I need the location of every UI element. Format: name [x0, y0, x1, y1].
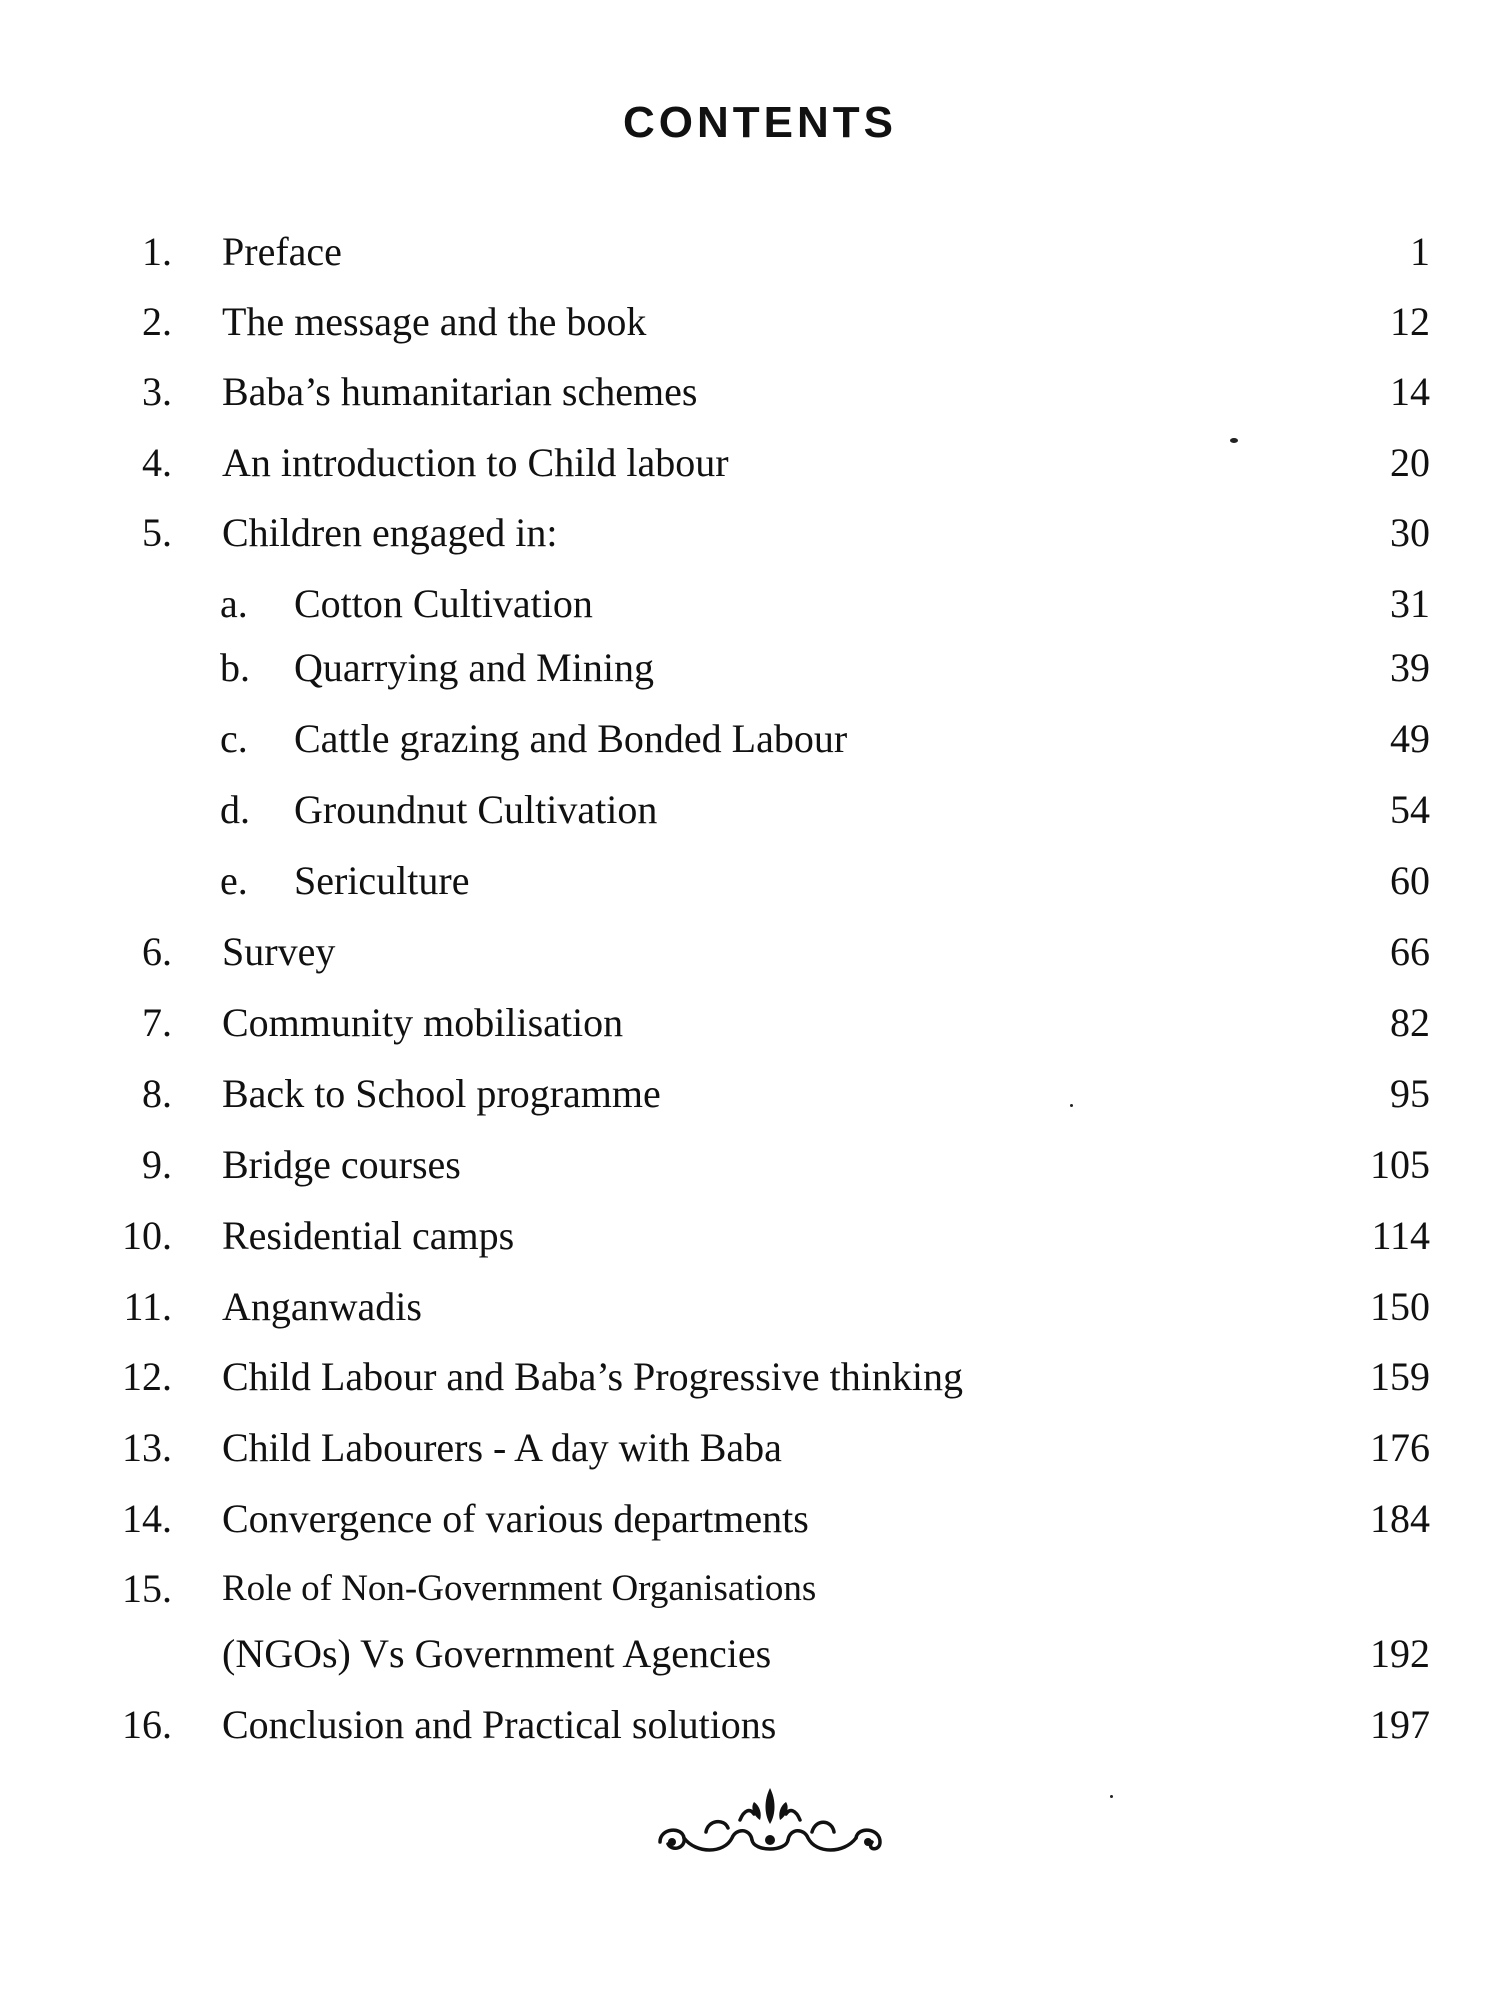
toc-entry[interactable] [0, 1418, 1500, 1478]
toc-entry-page: 150 [1370, 1284, 1430, 1329]
toc-subentry[interactable] [0, 574, 1500, 634]
toc-entry-title: Preface [222, 229, 342, 274]
ink-speck [1110, 1795, 1113, 1798]
toc-subentry-title: Cattle grazing and Bonded Labour [294, 716, 848, 761]
toc-subentry-page: 49 [1390, 716, 1430, 761]
toc-entry[interactable] [0, 1135, 1500, 1195]
toc-subentry-page: 39 [1390, 645, 1430, 690]
toc-entry-page: 12 [1390, 299, 1430, 344]
toc-entry-title-line2: (NGOs) Vs Government Agencies [222, 1631, 772, 1676]
toc-entry[interactable] [0, 922, 1500, 982]
toc-entry-page: 105 [1370, 1142, 1430, 1187]
toc-entry-title: Conclusion and Practical solutions [222, 1702, 777, 1747]
toc-entry[interactable] [0, 292, 1500, 352]
toc-entry-number: 11. [123, 1284, 172, 1329]
ink-speck [1070, 1104, 1073, 1107]
decorative-ornament [650, 1780, 890, 1870]
toc-entry-number: 12. [122, 1354, 172, 1399]
toc-entry-title: Role of Non-Government Organisations [222, 1568, 817, 1609]
toc-entry-page: 95 [1390, 1071, 1430, 1116]
toc-entry-title: Back to School programme [222, 1071, 661, 1116]
toc-entry[interactable] [0, 503, 1500, 563]
toc-entry-page: 20 [1390, 440, 1430, 485]
ornament-wave-left [684, 1831, 752, 1850]
toc-entry-title: An introduction to Child labour [222, 440, 729, 485]
toc-entry-page: 66 [1390, 929, 1430, 974]
toc-entry-number: 2. [142, 299, 172, 344]
toc-entry-page: 82 [1390, 1000, 1430, 1045]
toc-entry[interactable] [0, 1206, 1500, 1266]
toc-entry-page: 30 [1390, 510, 1430, 555]
toc-entry-title: Community mobilisation [222, 1000, 624, 1045]
toc-entry-page: 197 [1370, 1702, 1430, 1747]
toc-entry-number: 5. [142, 510, 172, 555]
toc-entry-number: 3. [142, 369, 172, 414]
toc-entry-number: 15. [122, 1566, 172, 1611]
toc-subentry-title: Groundnut Cultivation [294, 787, 658, 832]
toc-entry-page: 192 [1370, 1631, 1430, 1676]
toc-entry-number: 10. [122, 1213, 172, 1258]
toc-entry-number: 7. [142, 1000, 172, 1045]
toc-entry-title: Convergence of various departments [222, 1496, 809, 1541]
toc-entry[interactable] [0, 1695, 1500, 1755]
toc-entry[interactable] [0, 222, 1500, 282]
toc-entry[interactable] [0, 1559, 1500, 1619]
toc-subentry-letter: e. [220, 858, 248, 903]
toc-subentry-title: Quarrying and Mining [294, 645, 654, 690]
toc-subentry-page: 60 [1390, 858, 1430, 903]
ornament-dot [864, 1838, 872, 1846]
toc-entry-page: 159 [1370, 1354, 1430, 1399]
toc-subentry[interactable] [0, 709, 1500, 769]
toc-entry-title: Survey [222, 929, 336, 974]
toc-entry-number: 13. [122, 1425, 172, 1470]
toc-subentry[interactable] [0, 780, 1500, 840]
toc-entry-number: 14. [122, 1496, 172, 1541]
ornament-dot [765, 1835, 775, 1845]
toc-entry-title: Baba’s humanitarian schemes [222, 369, 698, 414]
ornament-dot [668, 1838, 676, 1846]
toc-subentry-letter: c. [220, 716, 248, 761]
toc-entry-number: 6. [142, 929, 172, 974]
ornament-petal-right [779, 1802, 787, 1820]
toc-subentry-title: Cotton Cultivation [294, 581, 593, 626]
toc-entry-title: Child Labourers - A day with Baba [222, 1425, 782, 1470]
toc-entry-page: 176 [1370, 1425, 1430, 1470]
toc-entry-continuation[interactable] [0, 1624, 1500, 1684]
ink-speck [1230, 438, 1238, 443]
ornament-center-petal [766, 1788, 775, 1824]
toc-entry-number: 16. [122, 1702, 172, 1747]
toc-entry-number: 9. [142, 1142, 172, 1187]
ornament-leaf-left [740, 1811, 754, 1820]
toc-entry[interactable] [0, 1347, 1500, 1407]
toc-subentry[interactable] [0, 851, 1500, 911]
ornament-curl-left [706, 1822, 728, 1832]
toc-subentry-title: Sericulture [294, 858, 470, 903]
toc-entry[interactable] [0, 433, 1500, 493]
toc-entry-title: The message and the book [222, 299, 647, 344]
toc-entry-number: 8. [142, 1071, 172, 1116]
toc-entry-title: Child Labour and Baba’s Progressive thinking [222, 1354, 964, 1399]
toc-entry[interactable] [0, 1489, 1500, 1549]
toc-entry-page: 114 [1371, 1213, 1430, 1258]
toc-entry-page: 184 [1370, 1496, 1430, 1541]
toc-subentry-page: 31 [1390, 581, 1430, 626]
toc-subentry-letter: d. [220, 787, 250, 832]
toc-entry-title: Residential camps [222, 1213, 515, 1258]
ornament-curl-right [812, 1822, 834, 1832]
toc-entry-number: 1. [142, 229, 172, 274]
toc-entry-page: 1 [1410, 229, 1430, 274]
ornament-leaf-right [786, 1811, 800, 1820]
toc-subentry-letter: a. [220, 581, 248, 626]
ornament-petal-left [752, 1802, 760, 1820]
toc-entry[interactable] [0, 1064, 1500, 1124]
toc-subentry[interactable] [0, 638, 1500, 698]
toc-entry-number: 4. [142, 440, 172, 485]
toc-subentry-page: 54 [1390, 787, 1430, 832]
toc-subentry-letter: b. [220, 645, 250, 690]
page-title: CONTENTS [623, 98, 897, 147]
toc-entry-page: 14 [1390, 369, 1430, 414]
toc-entry[interactable] [0, 1277, 1500, 1337]
toc-entry-title: Children engaged in: [222, 510, 558, 555]
toc-entry[interactable] [0, 993, 1500, 1053]
toc-entry-title: Anganwadis [222, 1284, 422, 1329]
ornament-wave-right [788, 1831, 856, 1850]
toc-entry[interactable] [0, 362, 1500, 422]
toc-entry-title: Bridge courses [222, 1142, 461, 1187]
